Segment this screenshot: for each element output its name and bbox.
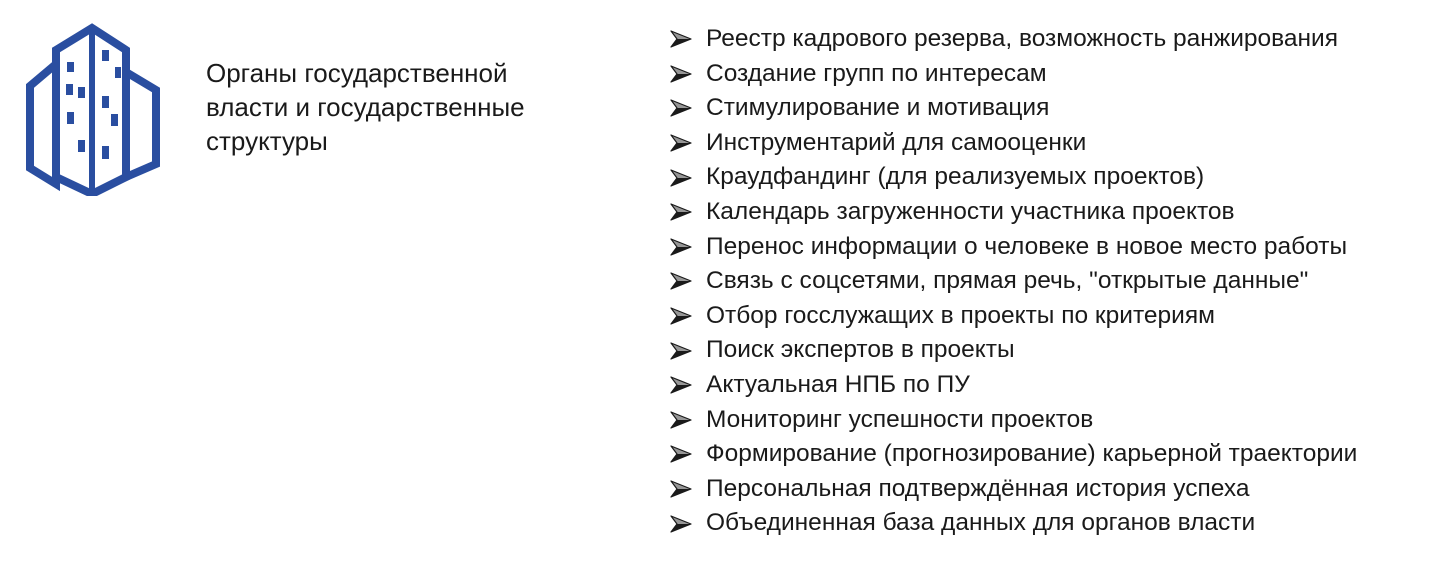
feature-text: Отбор госслужащих в проекты по критериям: [706, 301, 1215, 329]
arrow-bullet-icon: [670, 195, 706, 230]
feature-text: Инструментарий для самооценки: [706, 128, 1087, 156]
arrow-bullet-icon: [670, 333, 706, 368]
arrow-bullet-icon: [670, 368, 706, 403]
feature-list-item: [670, 403, 1422, 438]
feature-list-item: [670, 299, 1422, 334]
feature-text: Формирование (прогнозирование) карьерной траектории: [706, 440, 1358, 468]
feature-list-item: [670, 160, 1422, 195]
arrow-bullet-icon: [670, 22, 706, 57]
arrow-bullet-icon: [670, 160, 706, 195]
feature-text: Объединенная база данных для органов власти: [706, 509, 1256, 537]
feature-text: Персональная подтверждённая история успеха: [706, 474, 1250, 502]
feature-text: Календарь загруженности участника проектов: [706, 197, 1235, 225]
arrow-bullet-icon: [670, 472, 706, 507]
feature-list-item: [670, 472, 1422, 507]
feature-list-item: [670, 22, 1422, 57]
feature-list-item: [670, 437, 1422, 472]
feature-list-item: [670, 57, 1422, 92]
arrow-bullet-icon: [670, 299, 706, 334]
feature-list-item: [670, 368, 1422, 403]
feature-text: Актуальная НПБ по ПУ: [706, 370, 970, 398]
feature-list-item: [670, 126, 1422, 161]
feature-list-item: [670, 195, 1422, 230]
arrow-bullet-icon: [670, 264, 706, 299]
arrow-bullet-icon: [670, 91, 706, 126]
feature-text: Создание групп по интересам: [706, 59, 1047, 87]
feature-text: Стимулирование и мотивация: [706, 94, 1050, 122]
feature-list-item: [670, 230, 1422, 265]
feature-list-item: [670, 333, 1422, 368]
organization-title: Органы государственной власти и государственные структуры: [206, 58, 525, 156]
arrow-bullet-icon: [670, 403, 706, 438]
feature-text: Поиск экспертов в проекты: [706, 336, 1015, 364]
arrow-bullet-icon: [670, 126, 706, 161]
government-building-icon: [22, 22, 164, 196]
arrow-bullet-icon: [670, 57, 706, 92]
feature-list: [670, 22, 1422, 541]
feature-text: Мониторинг успешности проектов: [706, 405, 1094, 433]
arrow-bullet-icon: [670, 230, 706, 265]
feature-text: Перенос информации о человеке в новое место работы: [706, 232, 1348, 260]
feature-text: Связь с соцсетями, прямая речь, "открытые данные": [706, 267, 1309, 295]
feature-list-item: [670, 506, 1422, 541]
arrow-bullet-icon: [670, 437, 706, 472]
feature-list-item: [670, 264, 1422, 299]
feature-text: Краудфандинг (для реализуемых проектов): [706, 163, 1205, 191]
arrow-bullet-icon: [670, 506, 706, 541]
feature-list-item: [670, 91, 1422, 126]
feature-text: Реестр кадрового резерва, возможность ранжирования: [706, 25, 1339, 52]
